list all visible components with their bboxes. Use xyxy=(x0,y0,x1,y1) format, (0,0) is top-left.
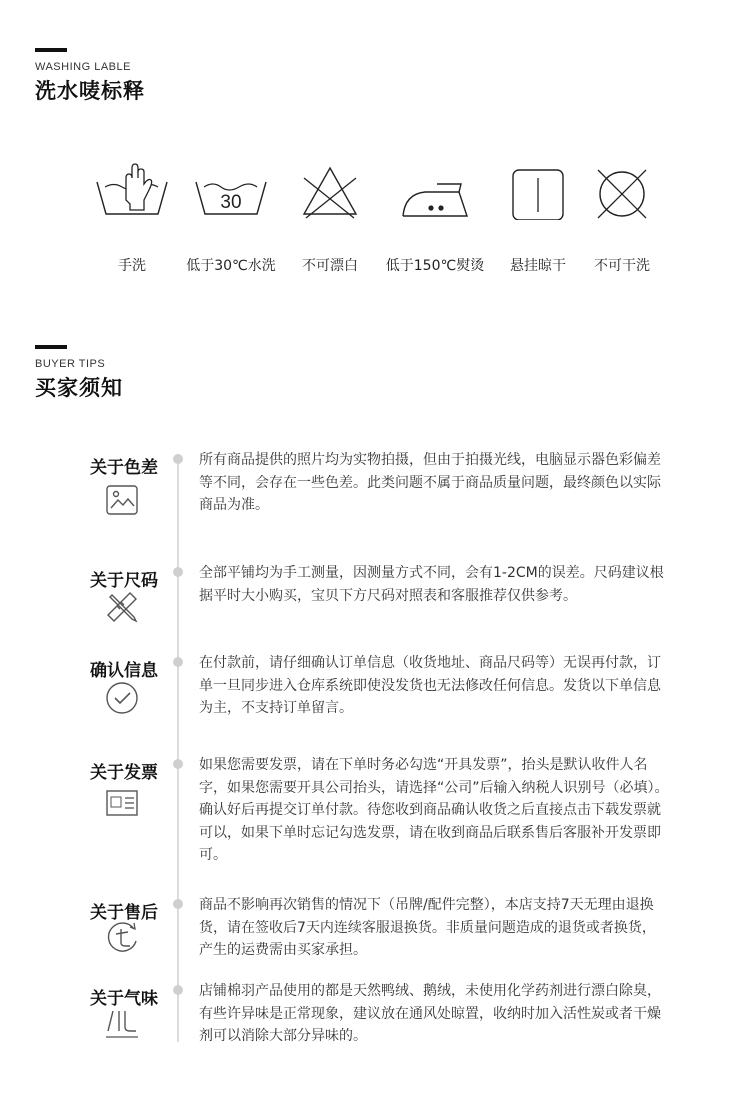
hand-wash-icon xyxy=(92,160,172,220)
tips-zh-title: 买家须知 xyxy=(35,376,123,400)
wash-item-hand-wash xyxy=(82,160,182,274)
timeline-dot xyxy=(173,899,183,909)
tip-text: 全部平铺均为手工测量，因测量方式不同，会有1-2CM的误差。尺码建议根据平时大小购买，宝贝下方尺码对照表和客服推荐仅供参考。 xyxy=(199,565,664,604)
ruler-pencil-icon xyxy=(104,589,140,625)
tip-title: 关于售后 xyxy=(90,903,158,923)
no-bleach-icon xyxy=(290,160,370,220)
check-circle-icon xyxy=(104,680,140,716)
timeline-dot xyxy=(173,759,183,769)
timeline-dot xyxy=(173,454,183,464)
invoice-icon xyxy=(104,785,140,821)
washing-en-title: WASHING LABLE xyxy=(35,61,131,73)
header-bar xyxy=(35,345,67,349)
wash-30-icon xyxy=(191,160,271,220)
tip-title: 关于尺码 xyxy=(90,571,158,591)
wash-label-no-bleach: 不可漂白 xyxy=(302,258,358,274)
wash-label-no-dry-clean: 不可干洗 xyxy=(594,258,650,274)
no-dry-clean-icon xyxy=(582,160,662,220)
timeline-dot xyxy=(173,567,183,577)
wash-temperature: 30 xyxy=(220,192,242,213)
wash-label-iron: 低于150℃熨烫 xyxy=(385,258,485,274)
wash-item-iron xyxy=(385,160,485,274)
washing-zh-title: 洗水唛标释 xyxy=(35,79,145,103)
tip-text: 如果您需要发票，请在下单时务必勾选“开具发票”，抬头是默认收件人名字，如果您需要开具公司抬头，请选择“公司”后输入纳税人识别号（必填）。确认好后再提交订单付款。待您收到商品确认收货之后直接点击下载发票就可以，如果下单时忘记勾选发票，请在收到商品后联系售后客服补开发票即可。 xyxy=(199,757,669,863)
timeline-dot xyxy=(173,985,183,995)
tip-text: 商品不影响再次销售的情况下（吊牌/配件完整），本店支持7天无理由退换货，请在签收后7天内连续客服退换货。非质量问题造成的退货或者换货，产生的运费需由买家承担。 xyxy=(199,897,656,958)
tip-text: 店铺棉羽产品使用的都是天然鸭绒、鹅绒，未使用化学药剂进行漂白除臭，有些许异味是正常现象，建议放在通风处晾置，收纳时加入活性炭或者干燥剂可以消除大部分异味的。 xyxy=(199,983,661,1044)
timeline-dot xyxy=(173,657,183,667)
washing-section-header xyxy=(35,48,145,105)
tip-text: 所有商品提供的照片均为实物拍摄，但由于拍摄光线，电脑显示器色彩偏差等不同，会存在一些色差。此类问题不属于商品质量问题，最终颜色以实际商品为准。 xyxy=(199,452,661,513)
picture-icon xyxy=(104,482,140,518)
timeline-line xyxy=(177,460,179,1042)
wash-item-no-bleach xyxy=(280,160,380,274)
wash-label-hand-wash: 手洗 xyxy=(118,258,146,274)
hang-dry-icon xyxy=(498,160,578,220)
header-bar xyxy=(35,48,67,52)
wash-label-30: 低于30℃水洗 xyxy=(186,258,276,274)
wash-item-no-dry-clean xyxy=(572,160,672,274)
tip-title: 关于气味 xyxy=(90,989,158,1009)
tips-en-title: BUYER TIPS xyxy=(35,358,106,370)
wash-item-30 xyxy=(181,160,281,274)
wash-label-hang-dry: 悬挂晾干 xyxy=(510,258,566,274)
iron-low-icon xyxy=(395,160,475,220)
seven-day-return-icon xyxy=(104,919,140,955)
odor-icon xyxy=(104,1005,140,1041)
tip-title: 关于发票 xyxy=(90,763,158,783)
tip-title: 关于色差 xyxy=(90,458,158,478)
tip-text: 在付款前，请仔细确认订单信息（收货地址、商品尺码等）无误再付款，订单一旦同步进入仓库系统即使没发货也无法修改任何信息。发货以下单信息为主，不支持订单留言。 xyxy=(199,655,661,716)
tips-section-header xyxy=(35,345,123,402)
tip-title: 确认信息 xyxy=(90,661,158,681)
